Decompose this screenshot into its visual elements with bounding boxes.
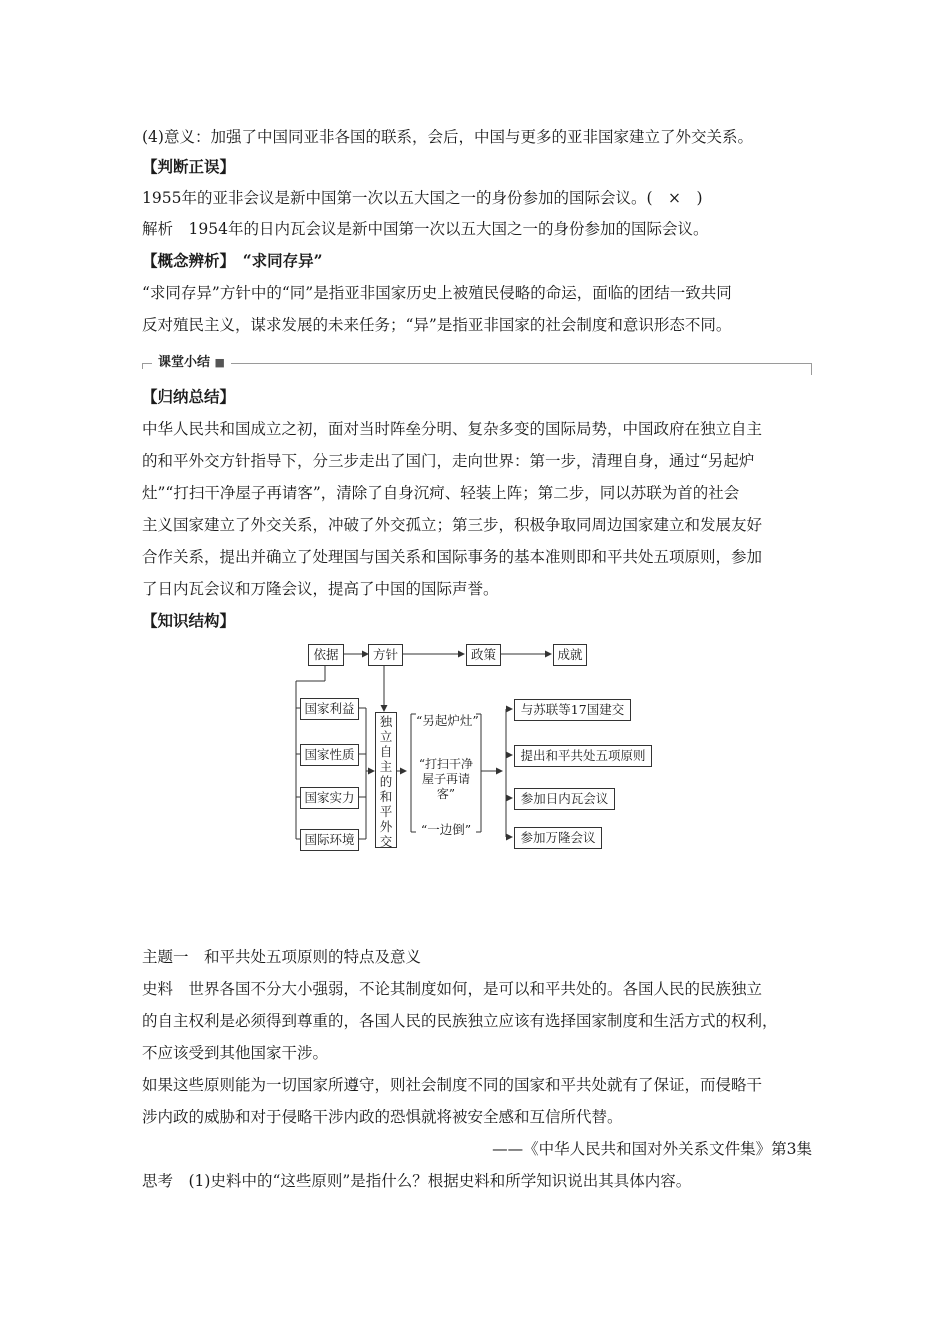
judge-answer: 解析 1954年的日内瓦会议是新中国第一次以五大国之一的身份参加的国际会议。 [142,220,709,238]
policy-lean-to-one-side: “一边倒” [420,822,472,837]
achievement-geneva-conference: 参加日内瓦会议 [514,788,615,810]
achievement-soviet-relations: 与苏联等17国建交 [514,699,631,721]
knowledge-structure-diagram [290,636,660,856]
concept-line-2: 反对殖民主义，谋求发展的未来任务；“异”是指亚非国家的社会制度和意识形态不同。 [142,316,732,334]
policy-clean-house: “打扫干净屋子再请客” [418,757,474,801]
achievement-five-principles: 提出和平共处五项原则 [514,745,652,767]
basis-international-environment: 国际环境 [300,829,359,851]
significance-line: (4)意义：加强了中国同亚非各国的联系，会后，中国与更多的亚非国家建立了外交关系。 [142,128,753,146]
concept-line-1: “求同存异”方针中的“同”是指亚非国家历史上被殖民侵略的命运，面临的团结一致共同 [142,284,732,302]
summary-line-2: 的和平外交方针指导下，分三步走出了国门，走向世界：第一步，清理自身，通过“另起炉 [142,452,755,470]
basis-national-nature: 国家性质 [300,744,359,766]
achievement-bandung-conference: 参加万隆会议 [514,827,602,849]
structure-heading: 【知识结构】 [142,611,236,630]
top-box-achievement: 成就 [553,644,587,666]
think-question: 思考 (1)史料中的“这些原则”是指什么？根据史料和所学知识说出其具体内容。 [142,1172,692,1190]
concept-heading: 【概念辨析】 “求同存异” [142,251,323,270]
judge-heading: 【判断正误】 [142,157,236,176]
basis-national-interest: 国家利益 [300,698,359,720]
source-line-3: 不应该受到其他国家干涉。 [142,1044,329,1062]
summary-heading: 【归纳总结】 [142,387,236,406]
principle-text: 独立自主的和平外交 [379,714,393,849]
summary-line-1: 中华人民共和国成立之初，面对当时阵垒分明、复杂多变的国际局势，中国政府在独立自主 [142,420,763,438]
top-box-basis: 依据 [308,644,344,666]
top-box-guideline: 方针 [368,644,403,666]
summary-line-6: 了日内瓦会议和万隆会议，提高了中国的国际声誉。 [142,580,499,598]
source-line-2: 的自主权利是必须得到尊重的，各国人民的民族独立应该有选择国家制度和生活方式的权利， [142,1012,778,1030]
principle-box [375,712,397,848]
basis-national-strength: 国家实力 [300,787,359,809]
topic-heading: 主题一 和平共处五项原则的特点及意义 [142,948,422,966]
summary-line-4: 主义国家建立了外交关系，冲破了外交孤立；第三步，积极争取同周边国家建立和发展友好 [142,516,763,534]
source-line-1: 史料 世界各国不分大小强弱，不论其制度如何，是可以和平共处的。各国人民的民族独立 [142,980,763,998]
citation: ——《中华人民共和国对外关系文件集》第3集 [492,1140,812,1158]
source-line-5: 涉内政的威胁和对于侵略干涉内政的恐惧就将被安全感和互信所代替。 [142,1108,623,1126]
judge-question: 1955年的亚非会议是新中国第一次以五大国之一的身份参加的国际会议。( × ) [142,189,703,207]
top-box-policy: 政策 [466,644,501,666]
summary-line-3: 灶”“打扫干净屋子再请客”，清除了自身沉疴、轻装上阵；第二步，同以苏联为首的社会 [142,484,740,502]
summary-line-5: 合作关系，提出并确立了处理国与国关系和国际事务的基本准则即和平共处五项原则，参加 [142,548,763,566]
class-summary-banner: 课堂小结 ■ [142,353,812,377]
policy-new-stove: “另起炉灶” [416,713,479,728]
source-line-4: 如果这些原则能为一切国家所遵守，则社会制度不同的国家和平共处就有了保证，而侵略干 [142,1076,763,1094]
banner-label: 课堂小结 [158,355,211,370]
